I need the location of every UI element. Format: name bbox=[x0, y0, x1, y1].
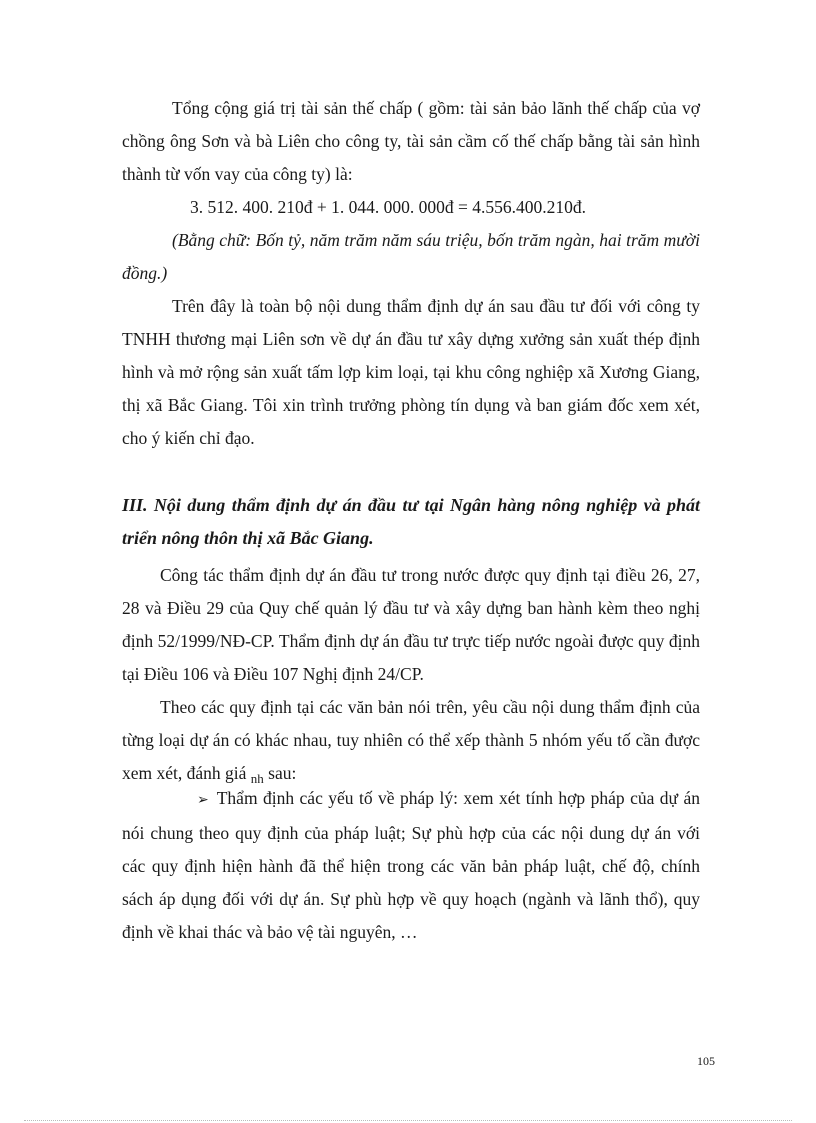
paragraph-collateral-total: Tổng cộng giá trị tài sản thế chấp ( gồm: tài sản bảo lãnh thế chấp của vợ chồng ông Sơn và bà Liên cho công ty, tài sản cầm cố thế chấp bằng tài sản hình thành từ vốn vay của công ty) là: bbox=[122, 98, 700, 184]
collateral-formula: 3. 512. 400. 210đ + 1. 044. 000. 000đ = 4.556.400.210đ. bbox=[190, 197, 586, 217]
paragraph-regulations: Công tác thẩm định dự án đầu tư trong nước được quy định tại điều 26, 27, 28 và Điều 29 của Quy chế quản lý đầu tư và xây dựng ban hành kèm theo nghị định 52/1999/NĐ-CP. Thẩm định dự án đầu tư trực tiếp nước ngoài được quy định tại Điều 106 và Điều 107 Nghị định 24/CP. bbox=[122, 565, 700, 684]
arrow-bullet-icon: ➢ bbox=[197, 792, 209, 808]
five-groups-ending: sau: bbox=[263, 763, 297, 783]
five-groups-text: Theo các quy định tại các văn bản nói trên, yêu cầu nội dung thẩm định của từng loại dự án có khác nhau, tuy nhiên có thể xếp thành 5 nhóm yếu tố cần được xem xét, đánh giá bbox=[122, 697, 700, 783]
section-heading-iii: III. Nội dung thẩm định dự án đầu tư tại Ngân hàng nông nghiệp và phát triển nông thôn thị xã Bắc Giang. bbox=[122, 495, 700, 548]
footer-divider bbox=[24, 1120, 792, 1121]
page-number: 105 bbox=[697, 1054, 715, 1068]
bullet-legal-text: Thẩm định các yếu tố về pháp lý: xem xét tính hợp pháp của dự án nói chung theo quy định của pháp luật; Sự phù hợp của các nội dung dự án với các quy định hiện hành đã thể hiện trong các văn bản pháp luật, chế độ, chính sách áp dụng đối với dự án. Sự phù hợp về quy hoạch (ngành và lãnh thổ), quy định về khai thác và bảo vệ tài nguyên, … bbox=[122, 788, 700, 942]
bullet-legal-factors bbox=[122, 782, 700, 949]
paragraph-conclusion: Trên đây là toàn bộ nội dung thẩm định dự án sau đầu tư đối với công ty TNHH thương mại Liên sơn về dự án đầu tư xây dựng xưởng sản xuất thép định hình và mở rộng sản xuất tấm lợp kim loại, tại khu công nghiệp xã Xương Giang, thị xã Bắc Giang. Tôi xin trình trưởng phòng tín dụng và ban giám đốc xem xét, cho ý kiến chỉ đạo. bbox=[122, 296, 700, 448]
subscript-fragment: nh bbox=[250, 771, 264, 786]
paragraph-five-groups bbox=[122, 691, 700, 791]
amount-in-words-note: (Bằng chữ: Bốn tỷ, năm trăm năm sáu triệu, bốn trăm ngàn, hai trăm mười đồng.) bbox=[122, 230, 700, 283]
